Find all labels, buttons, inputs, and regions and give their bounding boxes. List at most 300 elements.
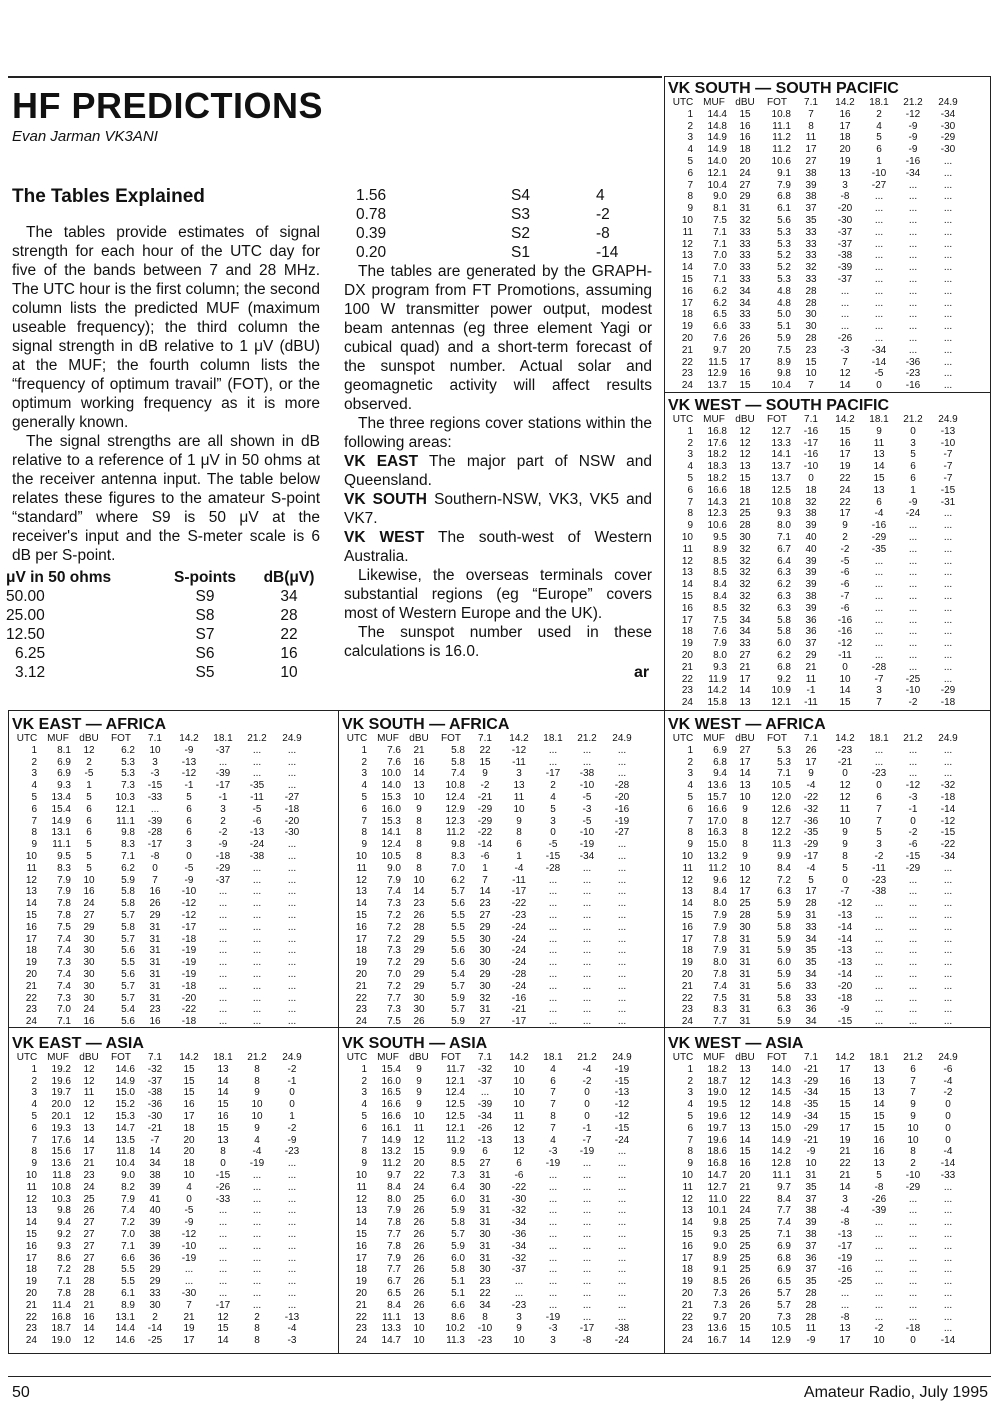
table-cell: 12: [83, 1110, 95, 1122]
table-cell: -36: [511, 1228, 527, 1240]
table-cell: 0: [945, 1099, 951, 1111]
table-cell: 13: [413, 1311, 425, 1323]
table-cell: 2: [687, 1075, 693, 1087]
table-cell: 17: [805, 144, 817, 156]
table-cell: 5.7: [777, 1287, 791, 1299]
column-header: UTC: [672, 97, 694, 108]
table-cell: 6: [910, 472, 916, 484]
table-cell: 4: [550, 1134, 556, 1146]
table-row: [342, 910, 660, 922]
paragraph: [344, 262, 652, 414]
table-cell: 6: [687, 167, 693, 179]
table-cell: 12.9: [707, 368, 727, 380]
table-row: [668, 1194, 986, 1206]
table-cell: 5.9: [121, 874, 135, 886]
spoint-row: [356, 205, 656, 224]
table-row: [668, 768, 986, 780]
table-cell: 10: [355, 850, 367, 862]
table-cell: 11.2: [772, 144, 791, 156]
table-row: [668, 1253, 986, 1265]
table-cell: 7.9: [387, 1205, 401, 1217]
table-cell: ...: [908, 1276, 918, 1288]
table-cell: 5: [910, 449, 916, 461]
table-cell: 5.5: [451, 933, 465, 945]
table-cell: -3: [287, 1335, 297, 1347]
table-cell: ...: [908, 1228, 918, 1240]
table-cell: 10.5: [771, 1323, 791, 1335]
table-cell: 16: [839, 437, 851, 449]
table-cell: 12: [83, 744, 95, 756]
table-cell: 4: [687, 461, 693, 473]
table-cell: 8: [687, 191, 693, 203]
table-cell: 12: [681, 1193, 693, 1205]
table-cell: 4: [687, 780, 693, 792]
table-row: [668, 957, 986, 969]
table-cell: 26: [413, 1287, 425, 1299]
table-cell: 16.6: [381, 1110, 401, 1122]
table-cell: 7.9: [57, 874, 71, 886]
table-cell: ...: [874, 992, 884, 1004]
table-cell: 5.8: [777, 921, 791, 933]
table-cell: 2: [687, 120, 693, 132]
table-cell: ...: [548, 886, 558, 898]
table-cell: 18.2: [707, 1063, 727, 1075]
table-cell: -24: [511, 945, 527, 957]
table-cell: ...: [252, 1004, 262, 1016]
table-row: [12, 1135, 334, 1147]
column-header: 24.9: [938, 733, 958, 744]
table-cell: 7: [550, 1099, 556, 1111]
table-cell: ...: [548, 744, 558, 756]
table-cell: 10: [681, 850, 693, 862]
table-cell: 14.3: [707, 496, 727, 508]
table-row: [342, 804, 660, 816]
table-cell: 19.7: [51, 1087, 71, 1099]
table-row: [342, 1300, 660, 1312]
paragraph: [344, 414, 652, 452]
table-cell: ...: [908, 285, 918, 297]
spoint-db: 4: [596, 187, 605, 204]
column-1-text: [12, 223, 320, 565]
spoint-uv: 0.78: [356, 206, 387, 223]
table-cell: -27: [614, 827, 630, 839]
table-cell: 5: [687, 155, 693, 167]
table-row: [668, 461, 986, 473]
table-cell: 22: [413, 1169, 425, 1181]
table-cell: 14: [149, 1146, 161, 1158]
table-cell: ...: [874, 602, 884, 614]
table-cell: ...: [908, 874, 918, 886]
table-cell: 7.7: [713, 1016, 727, 1028]
table-cell: 4.8: [777, 285, 791, 297]
table-cell: 2: [876, 108, 882, 120]
table-row: [668, 1064, 986, 1076]
table-cell: 24: [681, 380, 693, 392]
table-cell: ...: [617, 1240, 627, 1252]
table-cell: 26: [413, 1252, 425, 1264]
table-row: [342, 875, 660, 887]
table-cell: -17: [837, 1240, 853, 1252]
table-cell: -16: [837, 626, 853, 638]
table-cell: 16.1: [381, 1122, 401, 1134]
table-title: VK WEST — AFRICA: [668, 716, 826, 733]
table-row: [668, 579, 986, 591]
table-cell: 28: [413, 921, 425, 933]
table-cell: 14.9: [707, 132, 727, 144]
table-cell: -34: [871, 344, 887, 356]
table-cell: -29: [940, 132, 956, 144]
table-cell: 14: [839, 1181, 851, 1193]
table-cell: -29: [477, 803, 493, 815]
table-cell: 3: [842, 1193, 848, 1205]
table-cell: 19: [183, 1323, 195, 1335]
table-cell: 13: [355, 1205, 367, 1217]
table-cell: 15: [681, 273, 693, 285]
table-cell: ...: [908, 992, 918, 1004]
table-row: [668, 239, 986, 251]
table-row: [668, 156, 986, 168]
table-cell: 14.0: [707, 155, 727, 167]
table-cell: -16: [837, 1264, 853, 1276]
table-cell: 4: [31, 1099, 37, 1111]
table-cell: ...: [908, 602, 918, 614]
table-cell: ...: [943, 909, 953, 921]
table-header: [668, 414, 986, 426]
table-cell: 24: [83, 1181, 95, 1193]
table-cell: 18: [25, 1264, 37, 1276]
table-cell: 7.2: [387, 933, 401, 945]
table-cell: 5.5: [451, 921, 465, 933]
table-cell: 23: [413, 898, 425, 910]
table-row: [668, 1016, 986, 1028]
table-cell: 7: [876, 815, 882, 827]
table-cell: ...: [874, 1311, 884, 1323]
table-cell: ...: [943, 167, 953, 179]
table-cell: ...: [943, 1276, 953, 1288]
table-header: [342, 733, 660, 745]
table-cell: ...: [874, 756, 884, 768]
table-cell: 34: [739, 614, 751, 626]
table-row: [12, 863, 334, 875]
table-cell: 17: [805, 886, 817, 898]
table-cell: ...: [252, 921, 262, 933]
table-cell: 6: [186, 803, 192, 815]
table-cell: 19: [839, 461, 851, 473]
table-cell: ...: [908, 250, 918, 262]
table-cell: ...: [617, 909, 627, 921]
table-cell: ...: [252, 933, 262, 945]
table-cell: 7.8: [713, 933, 727, 945]
table-cell: 17.6: [51, 1134, 71, 1146]
table-cell: 10: [681, 1169, 693, 1181]
table-cell: -17: [803, 850, 819, 862]
column-header: UTC: [672, 733, 694, 744]
table-cell: 6: [31, 803, 37, 815]
table-cell: 14: [355, 898, 367, 910]
table-cell: 16.0: [381, 803, 401, 815]
table-cell: 5.3: [121, 756, 135, 768]
table-cell: -16: [905, 155, 921, 167]
table-cell: -25: [147, 1335, 163, 1347]
spoint-db: 10: [280, 664, 298, 681]
table-cell: ...: [218, 1287, 228, 1299]
table-cell: 20: [681, 1287, 693, 1299]
table-cell: 22: [355, 992, 367, 1004]
spoint-uv: 1.56: [356, 187, 387, 204]
table-cell: -7: [150, 1134, 160, 1146]
spoint-table-continued: [356, 186, 656, 262]
table-cell: 28: [805, 1299, 817, 1311]
table-cell: 11.1: [116, 815, 135, 827]
table-cell: ...: [548, 957, 558, 969]
table-cell: 7: [808, 380, 814, 392]
table-cell: ...: [908, 898, 918, 910]
table-cell: 5.7: [451, 980, 465, 992]
table-cell: 6: [516, 1158, 522, 1170]
table-cell: -10: [579, 827, 595, 839]
table-row: [668, 804, 986, 816]
table-cell: 5.3: [777, 226, 791, 238]
table-cell: ...: [943, 567, 953, 579]
table-row: [668, 1229, 986, 1241]
table-cell: 16: [681, 1240, 693, 1252]
table-cell: 10: [839, 673, 851, 685]
table-cell: ...: [908, 945, 918, 957]
table-row: [342, 1264, 660, 1276]
table-cell: ...: [617, 1264, 627, 1276]
table-cell: 12: [83, 1063, 95, 1075]
table-cell: -2: [874, 850, 884, 862]
table-cell: 2: [152, 1311, 158, 1323]
table-cell: ...: [943, 862, 953, 874]
column-header: FOT: [111, 1052, 131, 1063]
table-cell: 19.6: [707, 1134, 727, 1146]
table-cell: 7: [808, 108, 814, 120]
table-cell: ...: [252, 1276, 262, 1288]
table-cell: 6: [186, 827, 192, 839]
table-cell: 5: [876, 1169, 882, 1181]
table-cell: 3: [220, 803, 226, 815]
table-cell: 11.5: [708, 356, 727, 368]
table-cell: -26: [215, 1181, 231, 1193]
table-cell: 26: [149, 898, 161, 910]
table-cell: 1: [289, 1110, 295, 1122]
table-cell: ...: [582, 1264, 592, 1276]
table-cell: 0: [186, 1193, 192, 1205]
table-cell: 36: [805, 1252, 817, 1264]
table-cell: ...: [874, 262, 884, 274]
table-cell: ...: [874, 555, 884, 567]
table-cell: 17: [839, 120, 851, 132]
table-cell: 6.0: [451, 1193, 465, 1205]
table-row: [342, 1123, 660, 1135]
table-cell: 6.2: [713, 285, 727, 297]
column-header: 24.9: [612, 1052, 632, 1063]
table-cell: ...: [582, 744, 592, 756]
table-cell: ...: [908, 1264, 918, 1276]
table-cell: 17: [681, 297, 693, 309]
table-cell: 0: [152, 862, 158, 874]
table-cell: ...: [287, 1217, 297, 1229]
table-cell: 18.7: [51, 1323, 71, 1335]
table-cell: 17: [839, 1122, 851, 1134]
table-cell: 11: [413, 1122, 425, 1134]
table-cell: 8: [808, 120, 814, 132]
table-cell: 11.3: [446, 1335, 465, 1347]
table-cell: ...: [287, 1264, 297, 1276]
table-cell: 19.0: [51, 1335, 71, 1347]
table-cell: ...: [874, 744, 884, 756]
table-cell: 15: [25, 909, 37, 921]
table-cell: 36: [805, 614, 817, 626]
table-cell: 20: [681, 968, 693, 980]
table-cell: ...: [943, 1323, 953, 1335]
table-cell: 16: [739, 132, 751, 144]
table-cell: 7.0: [121, 1228, 135, 1240]
paragraph: The tables provide estimates of signal strength for each hour of the UTC day for five of the bands between 7 and 28 MHz. The UTC hour is the first column; the second column lists the predicted MUF (maximum useable frequency); the third column the signal strength in dB relative to 1 μV (dBU) at the MUF; the fourth column lists the “frequency of optimum travail” (FOT), or the optimum working frequency as it is more generally known.: [12, 224, 320, 431]
table-cell: ...: [874, 1228, 884, 1240]
table-cell: 8: [220, 1146, 226, 1158]
table-cell: 33: [805, 226, 817, 238]
table-cell: 24: [25, 1335, 37, 1347]
table-cell: 15: [739, 380, 751, 392]
table-cell: 7.4: [777, 1217, 791, 1229]
table-row: [668, 650, 986, 662]
column-header: 24.9: [282, 1052, 302, 1063]
table-cell: ...: [943, 250, 953, 262]
table-cell: 5.8: [451, 1264, 465, 1276]
table-row: [668, 1323, 986, 1335]
table-cell: ...: [874, 590, 884, 602]
table-cell: 12.7: [771, 815, 791, 827]
table-row: [668, 910, 986, 922]
table-cell: 10: [513, 1075, 525, 1087]
column-header: UTC: [672, 1052, 694, 1063]
table-cell: -6: [840, 579, 850, 591]
table-cell: 6: [910, 1063, 916, 1075]
table-cell: 27: [739, 649, 751, 661]
table-cell: 30: [479, 933, 491, 945]
table-cell: 3: [550, 815, 556, 827]
table-cell: 39: [805, 567, 817, 579]
table-cell: -30: [940, 120, 956, 132]
table-cell: 11: [513, 1110, 525, 1122]
table-cell: 18: [839, 132, 851, 144]
table-cell: ...: [943, 1240, 953, 1252]
table-cell: 7.3: [57, 957, 71, 969]
table-cell: -6: [252, 815, 262, 827]
table-cell: ...: [943, 744, 953, 756]
table-cell: 32: [739, 567, 751, 579]
table-cell: -34: [803, 1087, 819, 1099]
table-cell: 38: [805, 1205, 817, 1217]
table-cell: 4: [687, 1099, 693, 1111]
table-header: [668, 97, 986, 109]
table-cell: -29: [803, 1122, 819, 1134]
table-cell: -11: [250, 791, 264, 803]
table-cell: -10: [803, 461, 819, 473]
table-cell: 25: [739, 898, 751, 910]
table-cell: -34: [940, 850, 956, 862]
table-cell: 10.9: [771, 685, 791, 697]
table-cell: 5.9: [777, 898, 791, 910]
table-cell: 31: [149, 933, 161, 945]
table-row: [12, 851, 334, 863]
table-cell: 29: [413, 968, 425, 980]
table-cell: 26: [739, 1287, 751, 1299]
table-cell: 9.2: [777, 673, 791, 685]
table-cell: 30: [83, 945, 95, 957]
table-cell: 13: [681, 250, 693, 262]
table-cell: ...: [908, 555, 918, 567]
table-row: [342, 1076, 660, 1088]
table-cell: 14: [217, 1335, 229, 1347]
table-cell: 7.8: [387, 1217, 401, 1229]
table-cell: ...: [943, 957, 953, 969]
table-cell: 5: [86, 850, 92, 862]
table-cell: ...: [582, 1311, 592, 1323]
table-cell: -29: [905, 1181, 921, 1193]
region-name: VK EAST: [344, 453, 419, 470]
table-cell: 6.4: [777, 555, 791, 567]
table-cell: 2: [361, 1075, 367, 1087]
table-cell: 7.3: [387, 1004, 401, 1016]
table-row: [668, 520, 986, 532]
table-cell: 21: [183, 1311, 195, 1323]
table-cell: 28: [805, 332, 817, 344]
table-cell: -8: [582, 1335, 592, 1347]
table-row: [342, 780, 660, 792]
table-cell: 3: [361, 1087, 367, 1099]
table-cell: ...: [252, 968, 262, 980]
table-cell: 12.2: [771, 827, 791, 839]
table-cell: -27: [284, 791, 300, 803]
table-cell: 24: [739, 1205, 751, 1217]
table-cell: 8.9: [713, 543, 727, 555]
table-cell: 17: [183, 1335, 195, 1347]
table-cell: 10: [83, 874, 95, 886]
table-cell: -1: [218, 791, 228, 803]
table-cell: -29: [477, 815, 493, 827]
table-cell: -21: [803, 1063, 819, 1075]
table-cell: 0: [945, 1134, 951, 1146]
table-cell: 5.8: [121, 921, 135, 933]
table-cell: 8.3: [57, 862, 71, 874]
table-cell: 14.4: [707, 108, 727, 120]
table-cell: 1: [687, 108, 693, 120]
table-cell: -9: [218, 839, 228, 851]
spoint-header-spoints: S-points: [174, 569, 236, 586]
table-cell: 15: [739, 1146, 751, 1158]
table-cell: -16: [511, 992, 527, 1004]
table-cell: ...: [582, 909, 592, 921]
table-cell: 29: [149, 1276, 161, 1288]
table-cell: 9: [808, 768, 814, 780]
table-cell: 5.8: [451, 756, 465, 768]
table-cell: 35: [805, 945, 817, 957]
table-row: [12, 1004, 334, 1016]
table-cell: 15.3: [381, 815, 401, 827]
table-row: [668, 1004, 986, 1016]
table-cell: 21: [739, 496, 751, 508]
table-row: [12, 1229, 334, 1241]
table-cell: 15: [739, 472, 751, 484]
table-cell: 0: [876, 780, 882, 792]
table-cell: -35: [803, 1099, 819, 1111]
table-cell: 6.3: [777, 567, 791, 579]
table-cell: 7.2: [387, 909, 401, 921]
table-cell: ...: [943, 368, 953, 380]
